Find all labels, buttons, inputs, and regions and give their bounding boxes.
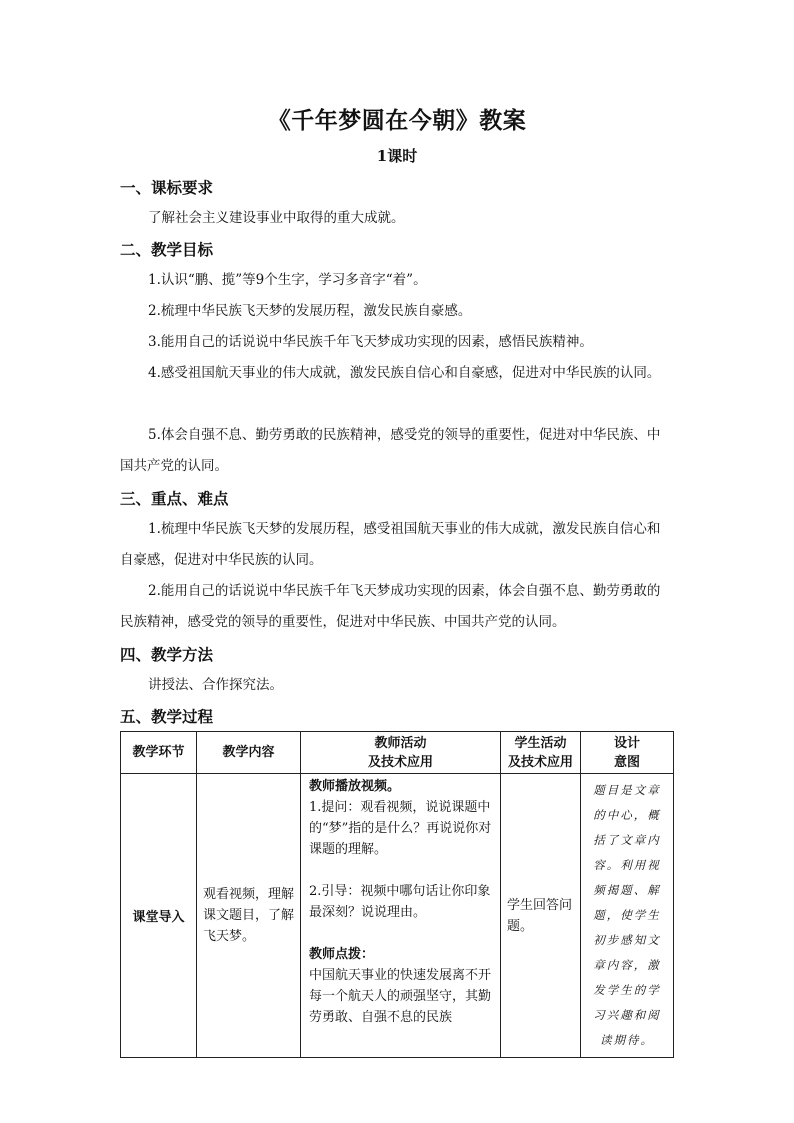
content-cell: 观看视频，理解课文题目，了解飞天梦。 xyxy=(197,774,301,1058)
section-heading-curriculum: 一、课标要求 xyxy=(120,178,214,197)
header-teacher-line1: 教师活动 xyxy=(374,735,427,751)
section-heading-objectives: 二、教学目标 xyxy=(120,240,214,259)
teacher-guidance-text: 中国航天事业的快速发展离不开每一个航天人的顽强坚守，其勤劳勇敢、自强不息的民族 xyxy=(309,968,492,1025)
header-student-line1: 学生活动 xyxy=(514,735,567,751)
header-stage: 教学环节 xyxy=(121,732,197,774)
table-row xyxy=(121,774,674,1058)
header-design-intent xyxy=(581,732,674,774)
key-point-item: 1.梳理中华民族飞天梦的发展历程，感受祖国航天事业的伟大成就，激发民族自信心和自豪感，促进对中华民族的认同。 xyxy=(120,521,661,568)
teacher-heading-guidance: 教师点拨： xyxy=(309,947,375,962)
teacher-question-1: 1.提问：观看视频，说说课题中的“梦”指的是什么？再说说你对课题的理解。 xyxy=(309,800,492,857)
objective-item: 2.梳理中华民族飞天梦的发展历程，激发民族自豪感。 xyxy=(148,303,472,319)
design-intent-cell: 题目是文章的中心，概括了文章内容。利用视频揭题、解题，使学生初步感知文章内容，激发学生的学习兴趣和阅读期待。 xyxy=(581,774,674,1058)
section-heading-process: 五、教学过程 xyxy=(120,707,214,726)
header-student-activity xyxy=(501,732,581,774)
section-heading-key-points: 三、重点、难点 xyxy=(120,489,229,508)
objective-item: 5.体会自强不息、勤劳勇敢的民族精神，感受党的领导的重要性，促进对中华民族、中国共产党的认同。 xyxy=(120,427,661,474)
teaching-process-table xyxy=(120,731,674,1058)
header-teacher-line2: 及技术应用 xyxy=(367,754,433,770)
section-heading-methods: 四、教学方法 xyxy=(120,645,214,664)
teacher-question-2: 2.引导：视频中哪句话让你印象最深刻？说说理由。 xyxy=(309,884,491,920)
objective-item: 1.认识“鹏、揽”等9个生字，学习多音字“着”。 xyxy=(148,272,427,288)
header-content: 教学内容 xyxy=(197,732,301,774)
methods-text: 讲授法、合作探究法。 xyxy=(148,677,283,693)
objective-item: 3.能用自己的话说说中华民族千年飞天梦成功实现的因素，感悟民族精神。 xyxy=(148,334,593,350)
objective-item: 4.感受祖国航天事业的伟大成就，激发民族自信心和自豪感，促进对中华民族的认同。 xyxy=(148,365,661,381)
header-teacher-activity xyxy=(301,732,501,774)
spacer xyxy=(309,923,494,944)
header-design-line2: 意图 xyxy=(613,754,640,770)
header-design-line1: 设计 xyxy=(613,735,640,751)
teacher-heading-video: 教师播放视频。 xyxy=(309,779,401,794)
header-student-line2: 及技术应用 xyxy=(507,754,573,770)
teacher-activity-cell xyxy=(301,774,501,1058)
student-activity-cell: 学生回答问题。 xyxy=(501,774,581,1058)
document-subtitle: 1课时 xyxy=(376,147,418,165)
stage-cell: 课堂导入 xyxy=(121,774,197,1058)
document-title: 《千年梦圆在今朝》教案 xyxy=(267,107,527,134)
table-header-row xyxy=(121,732,674,774)
curriculum-text: 了解社会主义建设事业中取得的重大成就。 xyxy=(148,210,405,226)
spacer xyxy=(309,860,494,881)
key-point-item: 2.能用自己的话说说中华民族千年飞天梦成功实现的因素，体会自强不息、勤劳勇敢的民族精神，感受党的领导的重要性，促进对中华民族、中国共产党的认同。 xyxy=(120,583,661,630)
